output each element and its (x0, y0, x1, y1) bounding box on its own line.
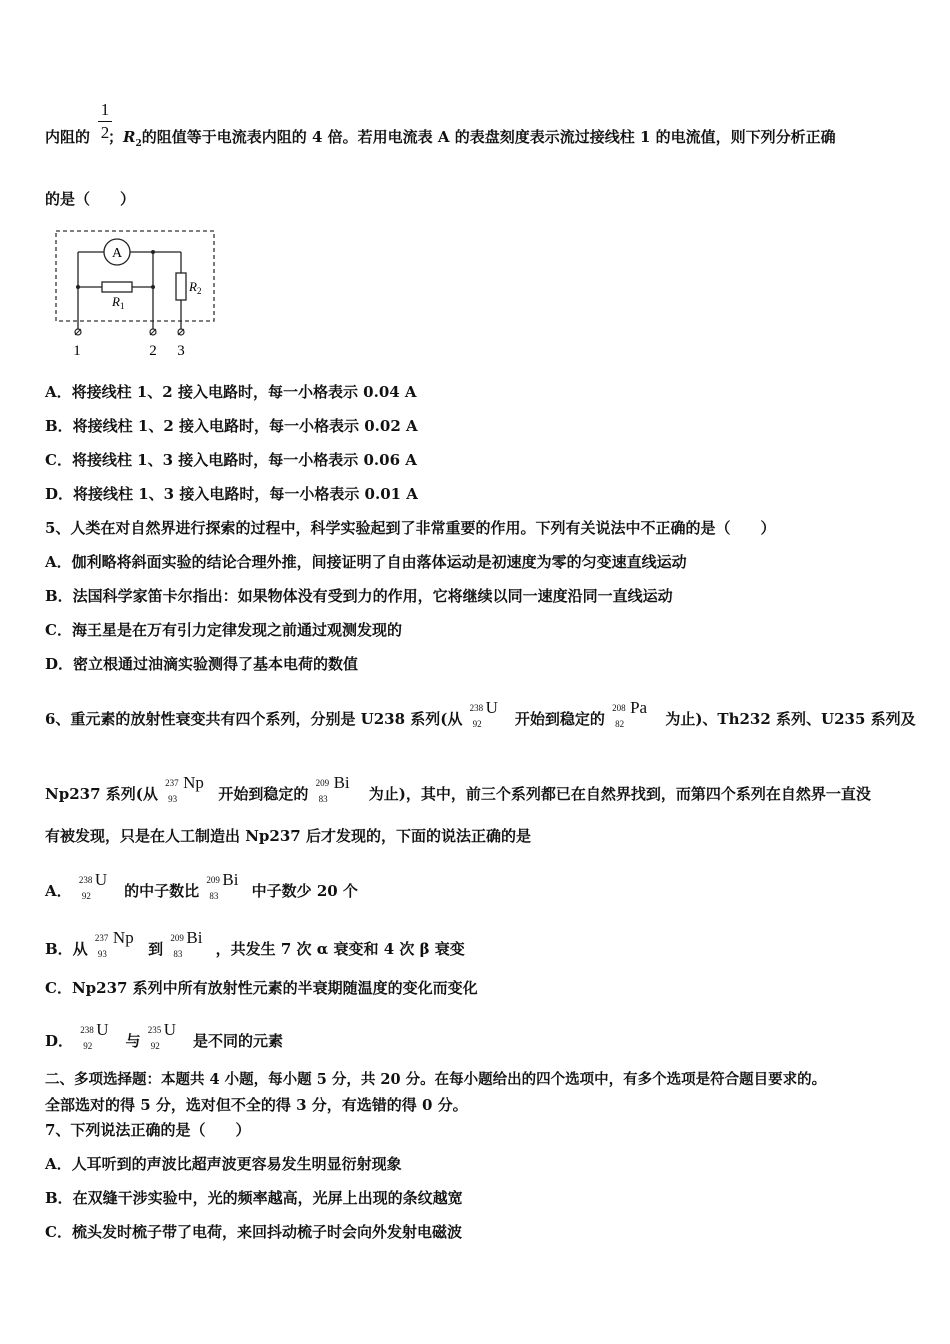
terminal-3-label: 3 (177, 343, 185, 359)
q4-option-c: C．将接线柱 1、3 接入电路时，每一小格表示 0.06 A (45, 451, 417, 469)
q5-stem: 5、人类在对自然界进行探索的过程中，科学实验起到了非常重要的作用。下列有关说法中不正确的是（ ） (45, 519, 776, 537)
q5-option-b: B．法国科学家笛卡尔指出：如果物体没有受到力的作用，它将继续以同一速度沿同一直线运动 (45, 587, 673, 605)
q7-option-c: C．梳头发时梳子带了电荷，来回抖动梳子时会向外发射电磁波 (45, 1223, 462, 1241)
q5-option-d: D．密立根通过油滴实验测得了基本电荷的数值 (45, 655, 359, 673)
circuit-diagram (52, 228, 222, 363)
q7-option-a: A．人耳听到的声波比超声波更容易发生明显衍射现象 (45, 1155, 402, 1173)
q6-stem-line-1: 6、重元素的放射性衰变共有四个系列，分别是 U238 系列(从 238 92 U 开始到稳定的 208 82 Pa 为止)、Th232 系列、U235 系列及 (45, 698, 916, 729)
r2-symbol: R (123, 128, 136, 146)
q6-option-b: B．从 237 93 Np 到 209 83 Bi ，共发生 7 次 α 衰变和 4 次 β 衰变 (45, 928, 465, 959)
q4-option-b: B．将接线柱 1、2 接入电路时，每一小格表示 0.02 A (45, 417, 418, 435)
q4-stem-line-2: 的是（ ） (45, 190, 136, 208)
section-2-heading: 二、多项选择题：本题共 4 小题，每小题 5 分，共 20 分。在每小题给出的四个选项中，有多个选项是符合题目要求的。 (45, 1071, 827, 1088)
fraction-numerator: 1 (100, 100, 110, 119)
nuclide-np237: 237 93 Np (94, 928, 134, 959)
nuclide-u238: 238 92 U (80, 1020, 109, 1051)
q4-option-d: D．将接线柱 1、3 接入电路时，每一小格表示 0.01 A (45, 485, 418, 503)
nuclide-u235: 235 92 U (147, 1020, 177, 1051)
nuclide-bi209: 209 83 Bi (315, 773, 350, 804)
q6-stem-line-3: 有被发现，只是在人工制造出 Np237 后才发现的，下面的说法正确的是 (45, 827, 531, 845)
fraction-denominator: 2 (100, 123, 110, 142)
junction-dot (76, 285, 80, 289)
q5-option-c: C．海王星是在万有引力定律发现之前通过观测发现的 (45, 621, 402, 639)
q6-stem-line-2: Np237 系列(从 237 93 Np 开始到稳定的 209 83 Bi 为止)，其中，前三个系列都已在自然界找到，而第四个系列在自然界一直没 (45, 773, 871, 804)
r1-label: $R_1$ (112, 294, 125, 311)
nuclide-u238: 238 92 U (469, 698, 498, 729)
q6-option-a: A． 238 92 U 的中子数比 209 83 Bi 中子数少 20 个 (45, 870, 358, 901)
dashed-enclosure (56, 231, 214, 321)
nuclide-pa208: 208 82 Pa (612, 698, 648, 729)
section-2-scoring: 全部选对的得 5 分，选对但不全的得 3 分，有选错的得 0 分。 (45, 1096, 468, 1114)
resistor-r2 (176, 273, 186, 300)
q5-option-a: A．伽利略将斜面实验的结论合理外推，间接证明了自由落体运动是初速度为零的匀变速直线运动 (45, 553, 687, 571)
q4-option-a: A．将接线柱 1、2 接入电路时，每一小格表示 0.04 A (45, 383, 417, 401)
nuclide-np237: 237 93 Np (165, 773, 204, 804)
ammeter-label: A (111, 246, 123, 261)
q7-stem: 7、下列说法正确的是（ ） (45, 1121, 251, 1139)
q7-option-b: B．在双缝干涉实验中，光的频率越高，光屏上出现的条纹越宽 (45, 1189, 463, 1207)
nuclide-bi209: 209 83 Bi (170, 928, 203, 959)
nuclide-bi209: 209 83 Bi (206, 870, 239, 901)
nuclide-u238: 238 92 U (78, 870, 108, 901)
resistor-r1 (102, 282, 132, 292)
q6-option-c: C．Np237 系列中所有放射性元素的半衰期随温度的变化而变化 (45, 979, 478, 997)
q4-stem-line-1: 内阻的 ；$R_2$的阻值等于电流表内阻的 4 倍。若用电流表 A 的表盘刻度表示流过接线柱 1 的电流值，则下列分析正确 (45, 128, 836, 149)
terminal-1-label: 1 (73, 343, 81, 359)
terminal-2-label: 2 (149, 343, 157, 359)
q6-option-d: D． 238 92 U 与 235 92 U 是不同的元素 (45, 1020, 283, 1051)
r2-label: $R_2$ (189, 279, 202, 296)
